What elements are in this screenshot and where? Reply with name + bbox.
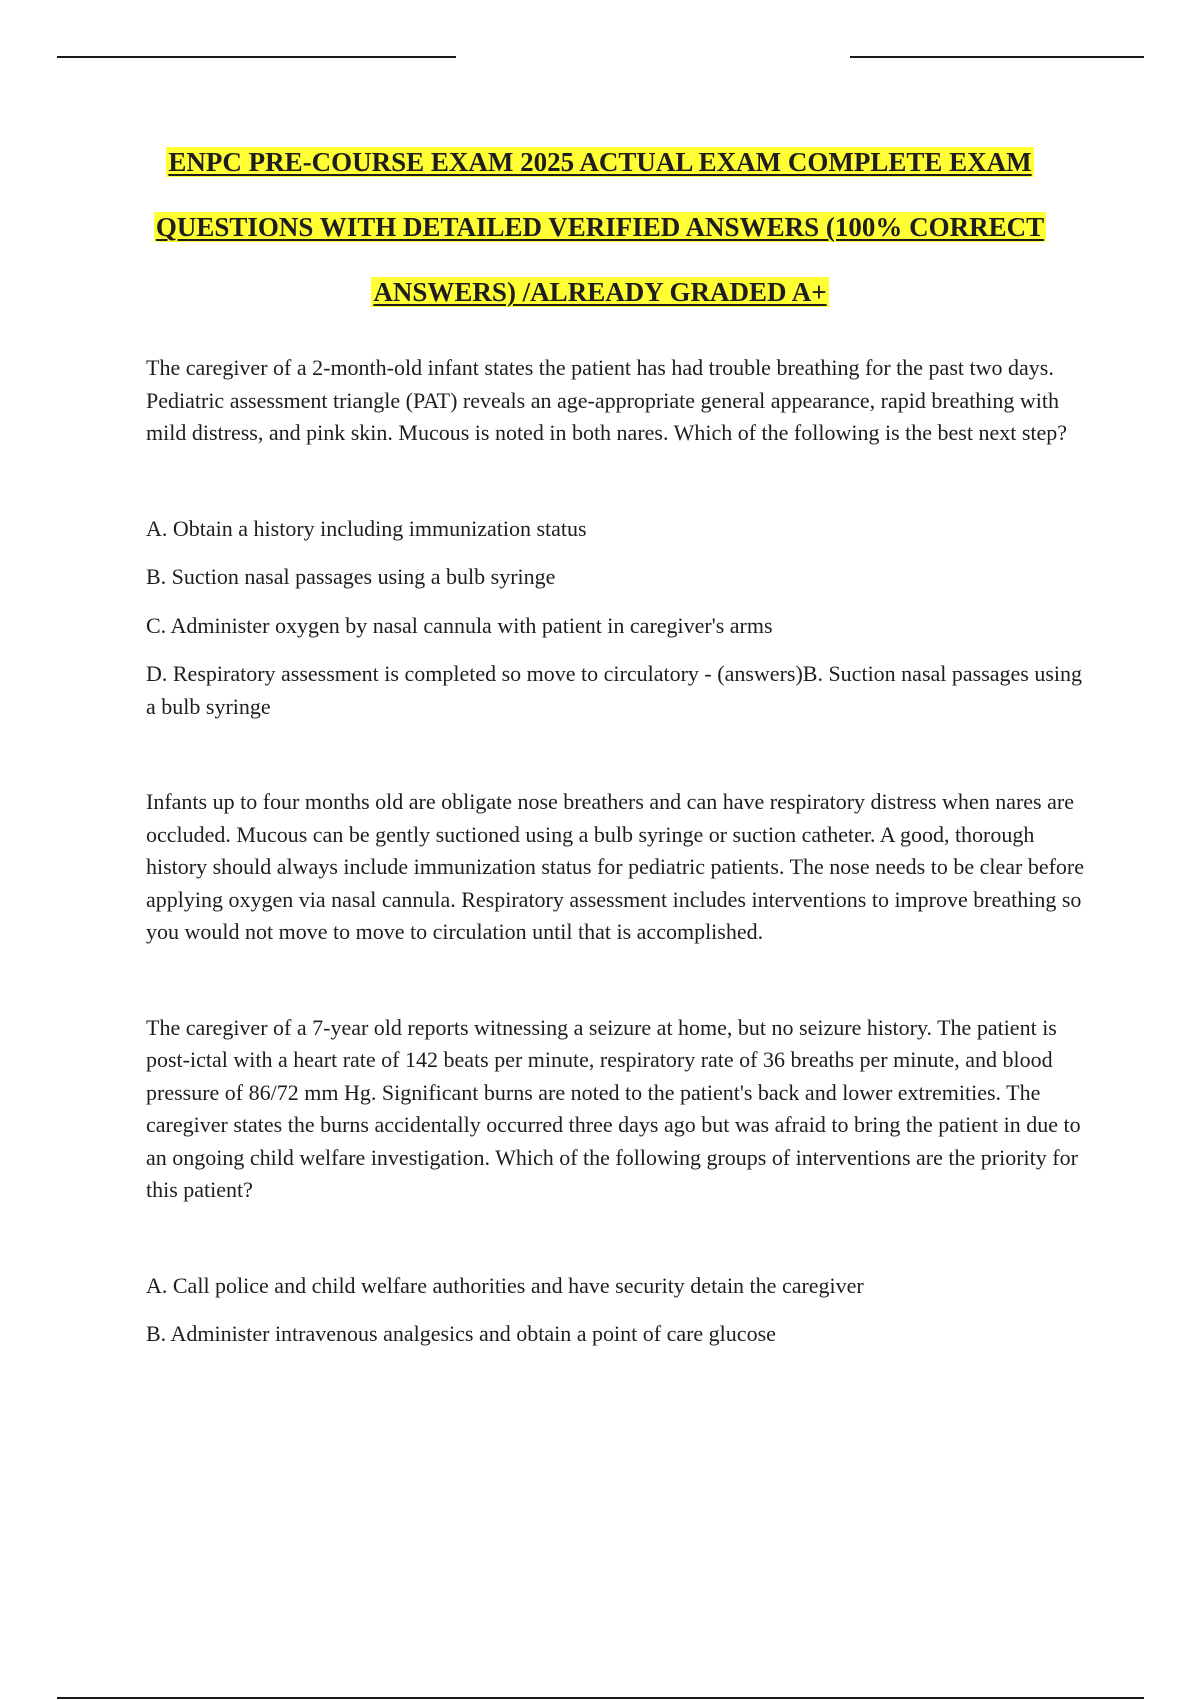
question-2-option-a: A. Call police and child welfare authorities and have security detain the caregiver xyxy=(146,1272,864,1298)
title-line: ANSWERS) /ALREADY GRADED A+ xyxy=(373,277,827,307)
title-line: QUESTIONS WITH DETAILED VERIFIED ANSWERS (100% CORRECT xyxy=(155,212,1045,242)
question-1-option-d-answer: D. Respiratory assessment is completed so move to circulatory - (answers)B. Suction nasal passages using a bulb syringe xyxy=(146,661,1083,719)
question-2-stem: The caregiver of a 7-year old reports witnessing a seizure at home, but no seizure history. The patient is post-ictal with a heart rate of 142 beats per minute, respiratory rate of 36 breaths per minute, and blood pressure of 86/72 mm Hg. Significant burns are noted to the patient's back and lower extremities. The caregiver states the burns accidentally occurred three days ago but was afraid to bring the patient in due to an ongoing child welfare investigation. Which of the following groups of interventions are the priority for this patient? xyxy=(146,1014,1081,1202)
question-1-option-b: B. Suction nasal passages using a bulb syringe xyxy=(146,564,556,589)
question-1-stem: The caregiver of a 2-month-old infant states the patient has had trouble breathing for the past two days. Pediatric assessment triangle (PAT) reveals an age-appropriate general appearance, rapid breathing with mild distress, and pink skin. Mucous is noted in both nares. Which of the following is the best next step? xyxy=(146,355,1068,445)
header-rule-left xyxy=(57,56,456,58)
header-rule-right xyxy=(850,56,1144,58)
document-body xyxy=(146,352,1096,1367)
document-title xyxy=(100,142,1100,337)
question-1-explanation: Infants up to four months old are obligate nose breathers and can have respiratory distress when nares are occluded. Mucous can be gently suctioned using a bulb syringe or suction catheter. A good, thorough history should always include immunization status for pediatric patients. The nose needs to be clear before applying oxygen via nasal cannula. Respiratory assessment includes interventions to improve breathing so you would not move to move to circulation until that is accomplished. xyxy=(146,789,1084,944)
question-1-option-c: C. Administer oxygen by nasal cannula with patient in caregiver's arms xyxy=(146,612,773,638)
footer-rule xyxy=(57,1697,1144,1699)
question-2-option-b: B. Administer intravenous analgesics and obtain a point of care glucose xyxy=(146,1321,776,1346)
question-1-option-a: A. Obtain a history including immunization status xyxy=(146,515,587,541)
title-line: ENPC PRE-COURSE EXAM 2025 ACTUAL EXAM COMPLETE EXAM xyxy=(168,147,1032,177)
